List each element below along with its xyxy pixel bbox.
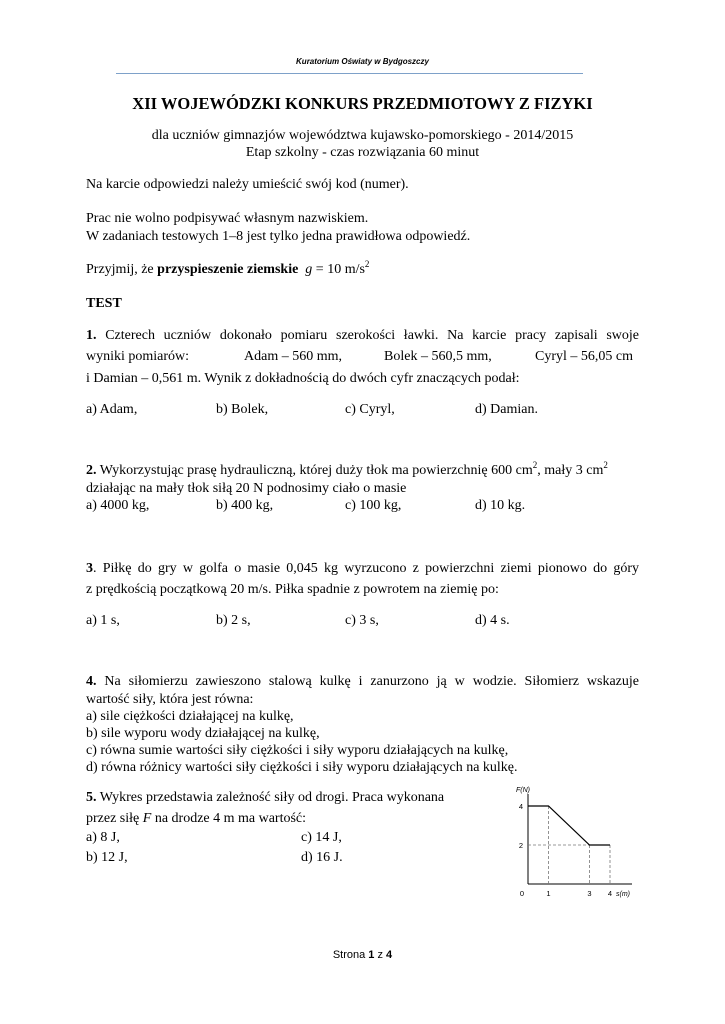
instruction-code: Na karcie odpowiedzi należy umieścić swój kod (numer). — [86, 177, 409, 192]
q5-number: 5. — [86, 790, 97, 805]
gravity-exponent: 2 — [364, 259, 370, 269]
y-tick-label: 4 — [518, 802, 523, 811]
q1-option-a: a) Adam, — [86, 402, 138, 417]
y-tick-label: 2 — [518, 841, 523, 850]
q5-line-2 — [86, 811, 306, 827]
q2-exp-1: 2 — [532, 460, 538, 470]
q2-option-d: d) 10 kg. — [475, 498, 526, 513]
q2-number: 2. — [86, 463, 97, 478]
q5-option-b: b) 12 J, — [86, 850, 128, 865]
q5-text-2b: na drodze 4 m ma wartość: — [154, 811, 307, 826]
x-tick-label: 3 — [587, 889, 592, 898]
q4-text-1: Na siłomierzu zawieszono stalową kulkę i zanurzono ją w wodzie. Siłomierz wskazuje — [104, 674, 640, 689]
q1-line-3: i Damian – 0,561 m. Wynik z dokładnością do dwóch cyfr znaczących podał: — [86, 371, 520, 386]
q2-text-1a: Wykorzystując prasę hydrauliczną, której duży tłok ma powierzchnię 600 cm — [99, 463, 533, 478]
x-tick-label: 0 — [519, 889, 525, 898]
q2-line-2: działając na mały tłok siłą 20 N podnosimy ciało o masie — [86, 481, 407, 496]
y-axis-label: F(N) — [516, 787, 530, 794]
q2-option-c: c) 100 kg, — [345, 498, 402, 513]
footer-total: 4 — [386, 949, 393, 961]
q2-text-1b: , mały 3 cm — [537, 463, 604, 478]
q3-option-c: c) 3 s, — [345, 613, 379, 628]
q4-option-c: c) równa sumie wartości siły ciężkości i siły wyporu działających na kulkę, — [86, 743, 509, 758]
q3-option-d: d) 4 s. — [475, 613, 510, 628]
q2-option-a: a) 4000 kg, — [86, 498, 150, 513]
gravity-symbol: g — [305, 262, 313, 277]
x-axis-label: s(m) — [616, 891, 630, 898]
q4-line-1 — [86, 674, 639, 690]
q1-number: 1. — [86, 328, 97, 343]
subtitle-line-2: Etap szkolny - czas rozwiązania 60 minut — [245, 145, 480, 160]
q1-line-2-lead: wyniki pomiarów: — [86, 349, 190, 364]
footer-prefix: Strona — [332, 949, 366, 961]
page-footer — [0, 949, 725, 961]
q3-text-1: . Piłkę do gry w golfa o masie 0,045 kg wyrzucono z powierzchni ziemi pionowo do góry — [93, 561, 639, 576]
q1-measure-cyryl: Cyryl – 56,05 cm — [535, 349, 633, 364]
q5-option-a: a) 8 J, — [86, 830, 120, 845]
q5-line-1 — [86, 790, 444, 806]
q2-exp-2: 2 — [603, 460, 608, 470]
subtitle-line-1: dla uczniów gimnazjów województwa kujawsko-pomorskiego - 2014/2015 — [151, 128, 574, 143]
q1-line-1 — [86, 328, 639, 344]
q3-line-1 — [86, 561, 639, 577]
q1-option-c: c) Cyryl, — [345, 402, 395, 417]
section-test: TEST — [86, 296, 122, 311]
q1-option-b: b) Bolek, — [216, 402, 269, 417]
q3-option-b: b) 2 s, — [216, 613, 251, 628]
header-institution: Kuratorium Oświaty w Bydgoszczy — [296, 57, 429, 66]
q4-number: 4. — [86, 674, 97, 689]
q5-text-1: Wykres przedstawia zależność siły od drogi. Praca wykonana — [99, 790, 445, 805]
q5-option-c: c) 14 J, — [301, 830, 342, 845]
q4-option-b: b) sile wyporu wody działającej na kulkę, — [86, 726, 320, 741]
q4-option-a: a) sile ciężkości działającej na kulkę, — [86, 709, 294, 724]
q2-line-1 — [86, 460, 608, 479]
header-divider — [116, 73, 583, 74]
footer-page: 1 — [368, 949, 375, 961]
q4-line-2: wartość siły, która jest równa: — [86, 692, 254, 707]
q1-option-d: d) Damian. — [475, 402, 538, 417]
x-tick-label: 4 — [607, 889, 613, 898]
gravity-bold: przyspieszenie ziemskie — [157, 262, 299, 277]
footer-sep: z — [377, 949, 383, 961]
q1-text-1: Czterech uczniów dokonało pomiaru szerokości ławki. Na karcie pracy zapisali swoje — [105, 328, 640, 343]
q1-measure-adam: Adam – 560 mm, — [244, 349, 342, 364]
q5-option-d: d) 16 J. — [301, 850, 343, 865]
instruction-no-name: Prac nie wolno podpisywać własnym nazwiskiem. — [86, 211, 369, 226]
q1-measure-bolek: Bolek – 560,5 mm, — [384, 349, 492, 364]
force-distance-chart — [490, 780, 650, 905]
q2-option-b: b) 400 kg, — [216, 498, 274, 513]
q3-number: 3 — [86, 561, 93, 576]
q4-option-d: d) równa różnicy wartości siły ciężkości i siły wyporu działających na kulkę. — [86, 760, 518, 775]
q5-text-2a: przez siłę — [86, 811, 140, 826]
q3-option-a: a) 1 s, — [86, 613, 120, 628]
gravity-prefix: Przyjmij, że — [86, 262, 154, 277]
x-tick-label: 1 — [546, 889, 551, 898]
series-line — [528, 806, 610, 845]
instruction-one-answer: W zadaniach testowych 1–8 jest tylko jedna prawidłowa odpowiedź. — [86, 229, 471, 244]
page-title: XII WOJEWÓDZKI KONKURS PRZEDMIOTOWY Z FIZYKI — [132, 94, 593, 113]
gravity-value: = 10 m/s — [315, 262, 365, 277]
instruction-gravity — [86, 259, 370, 278]
q3-line-2: z prędkością początkową 20 m/s. Piłka spadnie z powrotem na ziemię po: — [86, 582, 499, 597]
q5-symbol-f: F — [142, 811, 152, 826]
